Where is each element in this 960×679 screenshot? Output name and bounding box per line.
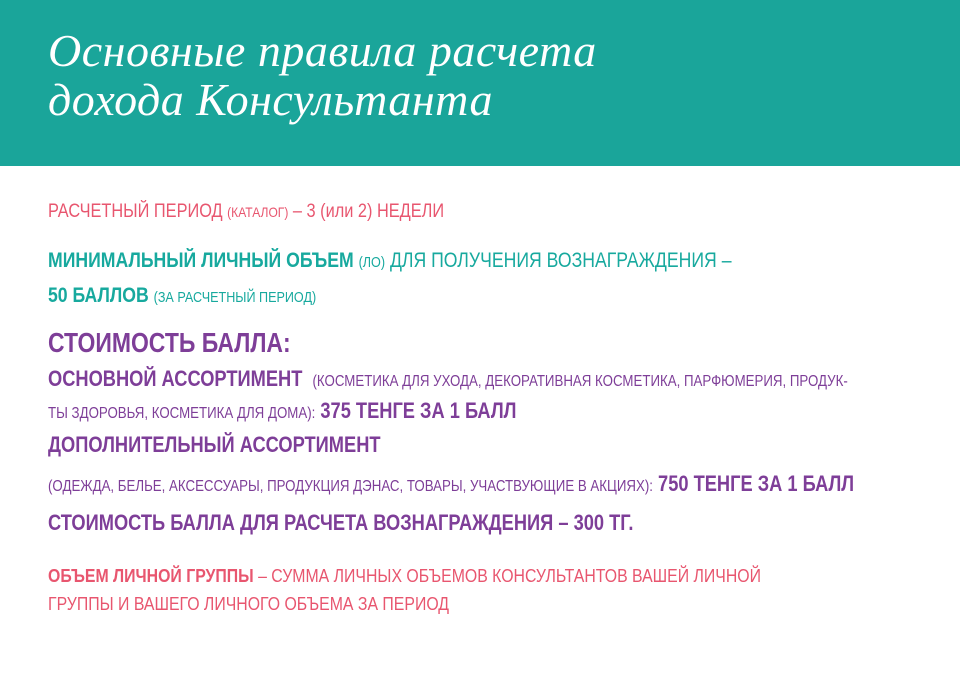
min-volume-value-note: (ЗА РАСЧЕТНЫЙ ПЕРИОД)	[153, 289, 317, 306]
title-line-1: Основные правила расчета	[48, 25, 597, 76]
min-volume-abbr: (ЛО)	[358, 254, 386, 271]
period-label: РАСЧЕТНЫЙ ПЕРИОД	[48, 201, 223, 222]
group-volume-text-1: – СУММА ЛИЧНЫХ ОБЪЕМОВ КОНСУЛЬТАНТОВ ВАШЕЙ ЛИЧНОЙ	[258, 566, 762, 586]
min-volume-label: МИНИМАЛЬНЫЙ ЛИЧНЫЙ ОБЪЕМ	[48, 249, 354, 272]
extra-assortment-line	[48, 471, 854, 497]
min-volume-value-line	[48, 284, 316, 308]
page-title	[48, 26, 597, 124]
period-line	[48, 201, 444, 223]
extra-assortment-note: (ОДЕЖДА, БЕЛЬЕ, АКСЕССУАРЫ, ПРОДУКЦИЯ ДЭНАС, ТОВАРЫ, УЧАСТВУЮЩИЕ В АКЦИЯХ):	[48, 478, 653, 495]
group-volume-line-2: ГРУППЫ И ВАШЕГО ЛИЧНОГО ОБЪЕМА ЗА ПЕРИОД	[48, 594, 450, 614]
min-volume-line	[48, 249, 732, 273]
extra-assortment-label: ДОПОЛНИТЕЛЬНЫЙ АССОРТИМЕНТ	[48, 432, 381, 457]
period-value: – 3 (или 2) НЕДЕЛИ	[292, 201, 445, 222]
min-volume-value: 50 БАЛЛОВ	[48, 284, 149, 307]
period-note: (КАТАЛОГ)	[227, 204, 289, 220]
main-assortment-note-2: ТЫ ЗДОРОВЬЯ, КОСМЕТИКА ДЛЯ ДОМА):	[48, 405, 316, 422]
main-assortment-value: 375 ТЕНГЕ ЗА 1 БАЛЛ	[320, 398, 517, 423]
main-assortment-line	[48, 366, 848, 392]
header-banner	[0, 0, 960, 166]
reward-point-cost: СТОИМОСТЬ БАЛЛА ДЛЯ РАСЧЕТА ВОЗНАГРАЖДЕНИЯ – 300 ТГ.	[48, 510, 634, 535]
main-assortment-note-1: (КОСМЕТИКА ДЛЯ УХОДА, ДЕКОРАТИВНАЯ КОСМЕТИКА, ПАРФЮМЕРИЯ, ПРОДУК-	[312, 373, 848, 390]
min-volume-text: ДЛЯ ПОЛУЧЕНИЯ ВОЗНАГРАЖДЕНИЯ –	[389, 249, 732, 272]
main-assortment-label: ОСНОВНОЙ АССОРТИМЕНТ	[48, 366, 303, 391]
extra-assortment-value: 750 ТЕНГЕ ЗА 1 БАЛЛ	[658, 471, 855, 496]
point-cost-heading: СТОИМОСТЬ БАЛЛА:	[48, 327, 291, 358]
group-volume-label: ОБЪЕМ ЛИЧНОЙ ГРУППЫ	[48, 566, 254, 586]
main-assortment-value-line	[48, 398, 516, 424]
group-volume-line	[48, 566, 761, 587]
title-line-2: дохода Консультанта	[48, 74, 493, 125]
